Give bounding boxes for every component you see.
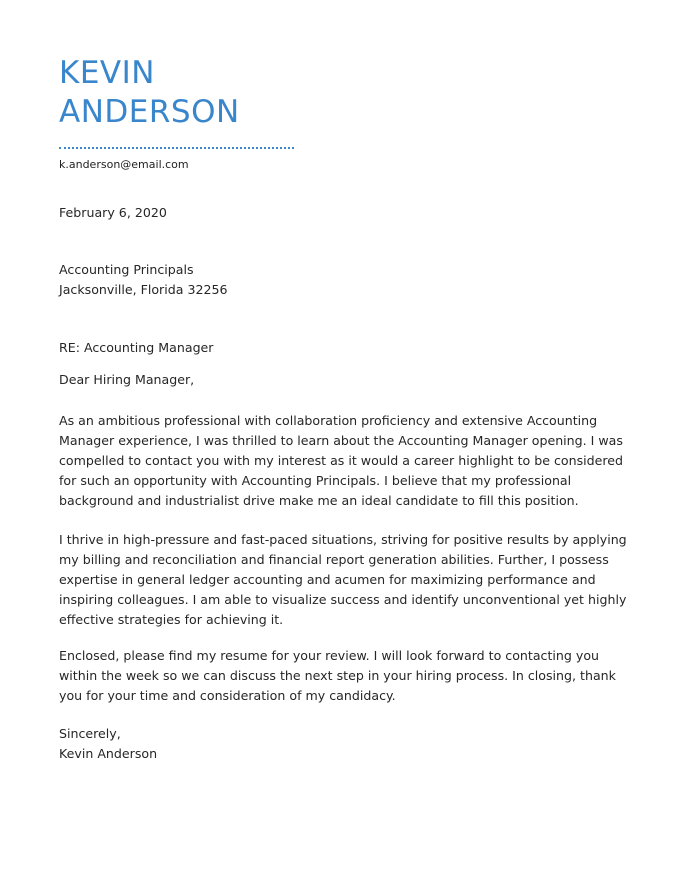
paragraph-line: Manager experience, I was thrilled to learn about the Accounting Manager opening. I was xyxy=(59,433,623,448)
salutation: Dear Hiring Manager, xyxy=(59,372,195,387)
paragraph-line: background and industrialist drive make me an ideal candidate to fill this position. xyxy=(59,493,579,508)
paragraph-line: As an ambitious professional with collaboration proficiency and extensive Accounting xyxy=(59,413,598,428)
paragraph-line: Enclosed, please find my resume for your review. I will look forward to contacting you xyxy=(59,648,600,663)
applicant-name-heading xyxy=(59,54,240,132)
body-paragraph-2 xyxy=(59,530,629,630)
recipient-address xyxy=(59,260,629,300)
paragraph-line: expertise in general ledger accounting and acumen for maximizing performance and xyxy=(59,572,596,587)
email-address: k.anderson@email.com xyxy=(59,158,189,171)
paragraph-line: my billing and reconciliation and financial report generation abilities. Further, I possess xyxy=(59,552,609,567)
closing-phrase: Sincerely, xyxy=(59,726,121,741)
paragraph-line: I thrive in high-pressure and fast-paced situations, striving for positive results by applying xyxy=(59,532,627,547)
last-name: ANDERSON xyxy=(59,94,240,130)
subject-line: RE: Accounting Manager xyxy=(59,340,214,355)
recipient-company: Accounting Principals xyxy=(59,262,194,277)
paragraph-line: for such an opportunity with Accounting Principals. I believe that my professional xyxy=(59,473,572,488)
paragraph-line: effective strategies for achieving it. xyxy=(59,612,284,627)
recipient-city-state-zip: Jacksonville, Florida 32256 xyxy=(59,282,228,297)
body-paragraph-1 xyxy=(59,411,629,511)
paragraph-line: you for your time and consideration of my candidacy. xyxy=(59,688,396,703)
paragraph-line: within the week so we can discuss the next step in your hiring process. In closing, thank xyxy=(59,668,616,683)
body-paragraph-3 xyxy=(59,646,629,706)
paragraph-line: compelled to contact you with my interest as it would a career highlight to be considered xyxy=(59,453,624,468)
dotted-divider xyxy=(59,147,294,149)
closing-block xyxy=(59,724,629,764)
letter-date: February 6, 2020 xyxy=(59,205,167,220)
first-name: KEVIN xyxy=(59,55,155,91)
paragraph-line: inspiring colleagues. I am able to visualize success and identify unconventional yet highly xyxy=(59,592,627,607)
signature-name: Kevin Anderson xyxy=(59,746,158,761)
